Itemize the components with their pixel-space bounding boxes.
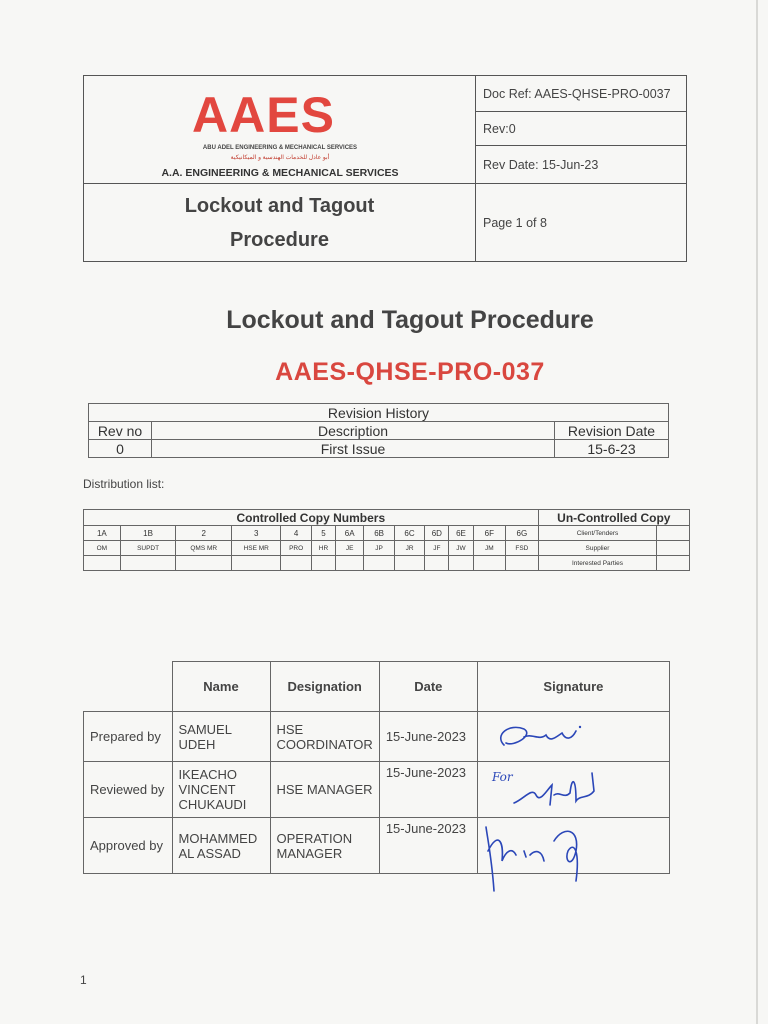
- table-row: [89, 440, 669, 458]
- uncontrolled-item: Interested Parties: [538, 556, 657, 571]
- document-code: AAES-QHSE-PRO-037: [275, 358, 545, 386]
- copy-role: FSD: [506, 541, 539, 556]
- signoff-table: [83, 661, 670, 874]
- controlled-copy-title: Controlled Copy Numbers: [84, 510, 539, 526]
- empty-cell: [657, 541, 690, 556]
- revision: Rev:0: [476, 112, 686, 146]
- empty-cell: [394, 556, 424, 571]
- copy-role: JW: [449, 541, 473, 556]
- description-cell: First Issue: [152, 440, 555, 458]
- copy-number: 6G: [506, 526, 539, 541]
- copy-number: 1B: [120, 526, 176, 541]
- copy-role: HSE MR: [232, 541, 281, 556]
- empty-cell: [657, 526, 690, 541]
- name-cell: IKEACHO VINCENT CHUKAUDI: [172, 762, 270, 818]
- date-cell: 15-June-2023: [379, 712, 477, 762]
- name-cell: SAMUEL UDEH: [172, 712, 270, 762]
- signature-cell: [477, 712, 669, 762]
- revision-date: Rev Date: 15-Jun-23: [476, 146, 686, 184]
- copy-number: 6C: [394, 526, 424, 541]
- page-edge: [756, 0, 758, 1024]
- empty-cell: [84, 556, 121, 571]
- designation-cell: HSE MANAGER: [270, 762, 379, 818]
- copy-role: PRO: [281, 541, 311, 556]
- uncontrolled-item: Supplier: [538, 541, 657, 556]
- empty-cell: [120, 556, 176, 571]
- copy-number: 4: [281, 526, 311, 541]
- copy-role: SUPDT: [120, 541, 176, 556]
- empty-cell: [473, 556, 506, 571]
- company-name: A.A. ENGINEERING & MECHANICAL SERVICES: [161, 167, 399, 179]
- designation-cell: HSE COORDINATOR: [270, 712, 379, 762]
- role-cell: Approved by: [84, 818, 173, 874]
- empty-cell: [364, 556, 394, 571]
- table-row: [84, 818, 670, 874]
- header-title: [84, 184, 476, 261]
- copy-role: JE: [336, 541, 364, 556]
- header-title-line1: Lockout and Tagout: [184, 195, 375, 217]
- main-title: Lockout and Tagout Procedure: [226, 306, 594, 334]
- header-title-line2: Procedure: [230, 229, 329, 251]
- empty-cell: [336, 556, 364, 571]
- logo-cell: [84, 76, 476, 184]
- page-count: Page 1 of 8: [483, 215, 547, 230]
- copy-number: 6A: [336, 526, 364, 541]
- copy-number: 6B: [364, 526, 394, 541]
- col-header-name: Name: [172, 662, 270, 712]
- doc-ref: Doc Ref: AAES-QHSE-PRO-0037: [476, 76, 686, 112]
- signature-cell: [477, 762, 669, 818]
- revision-date-cell: 15-6-23: [555, 440, 669, 458]
- distribution-label: Distribution list:: [83, 477, 165, 491]
- copy-number: 1A: [84, 526, 121, 541]
- signature-cell: [477, 818, 669, 874]
- revision-history-title: Revision History: [89, 404, 669, 422]
- date-cell: 15-June-2023: [379, 818, 477, 874]
- col-header-signature: Signature: [477, 662, 669, 712]
- logo-subtitle-en: ABU ADEL ENGINEERING & MECHANICAL SERVICES: [202, 145, 358, 151]
- page-number: 1: [80, 973, 87, 987]
- empty-cell: [425, 556, 449, 571]
- name-cell: MOHAMMED AL ASSAD: [172, 818, 270, 874]
- col-header-designation: Designation: [270, 662, 379, 712]
- role-cell: Reviewed by: [84, 762, 173, 818]
- copy-role: HR: [311, 541, 335, 556]
- col-header-date: Date: [379, 662, 477, 712]
- copy-number: 2: [176, 526, 232, 541]
- role-cell: Prepared by: [84, 712, 173, 762]
- distribution-table: [83, 509, 690, 571]
- copy-role: JF: [425, 541, 449, 556]
- empty-cell: [657, 556, 690, 571]
- col-header-revision-date: Revision Date: [555, 422, 669, 440]
- empty-cell: [232, 556, 281, 571]
- copy-number: 3: [232, 526, 281, 541]
- corner-cell: [84, 662, 173, 712]
- document-header: [83, 75, 687, 262]
- copy-number: 6D: [425, 526, 449, 541]
- copy-role: JM: [473, 541, 506, 556]
- signature-image: [484, 821, 614, 867]
- rev-no-cell: 0: [89, 440, 152, 458]
- revision-history-table: [88, 403, 669, 458]
- copy-role: QMS MR: [176, 541, 232, 556]
- copy-number: 6E: [449, 526, 473, 541]
- signature-image: [484, 765, 614, 811]
- table-row: [84, 712, 670, 762]
- designation-cell: OPERATION MANAGER: [270, 818, 379, 874]
- uncontrolled-copy-title: Un-Controlled Copy: [538, 510, 689, 526]
- copy-role: OM: [84, 541, 121, 556]
- copy-role: JR: [394, 541, 424, 556]
- date-cell: 15-June-2023: [379, 762, 477, 818]
- table-row: [84, 762, 670, 818]
- empty-cell: [449, 556, 473, 571]
- company-logo: AAES: [192, 87, 335, 143]
- logo-subtitle-ar: أبو عادل للخدمات الهندسية و الميكانيكية: [230, 155, 330, 161]
- empty-cell: [311, 556, 335, 571]
- signature-for-note: For: [491, 770, 513, 784]
- empty-cell: [506, 556, 539, 571]
- empty-cell: [281, 556, 311, 571]
- signature-image: [484, 715, 594, 755]
- empty-cell: [176, 556, 232, 571]
- col-header-rev-no: Rev no: [89, 422, 152, 440]
- uncontrolled-item: Client/Tenders: [538, 526, 657, 541]
- copy-role: JP: [364, 541, 394, 556]
- col-header-description: Description: [152, 422, 555, 440]
- copy-number: 6F: [473, 526, 506, 541]
- copy-number: 5: [311, 526, 335, 541]
